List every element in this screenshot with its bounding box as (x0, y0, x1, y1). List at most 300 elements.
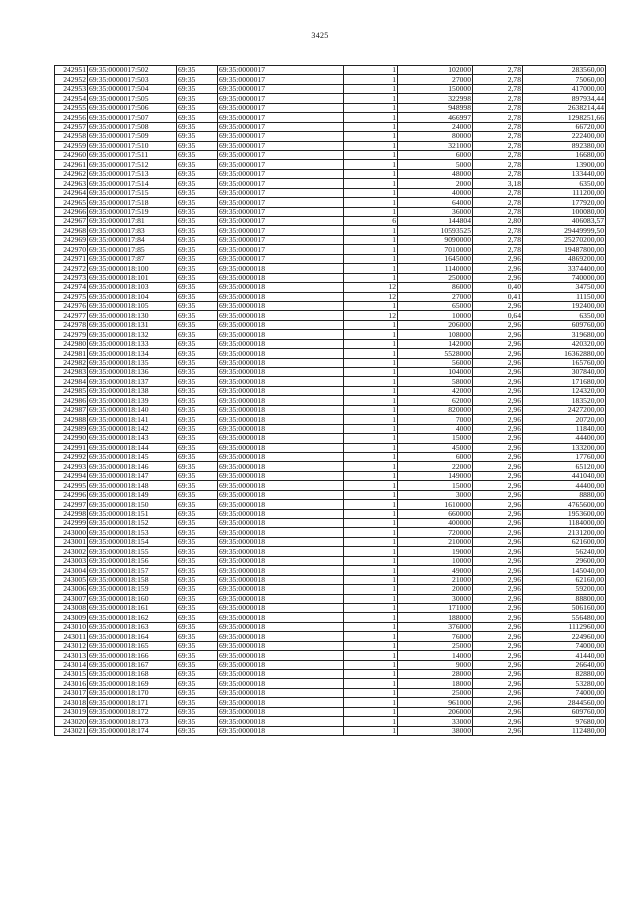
district-code-cell: 69:35 (177, 594, 218, 603)
district-code-cell: 69:35 (177, 707, 218, 716)
row-number-cell: 243019 (55, 707, 88, 716)
area-cell: 5000 (398, 160, 473, 169)
cadastral-value-cell: 19487800,00 (523, 245, 606, 254)
table-row (55, 481, 606, 490)
district-code-cell: 69:35 (177, 717, 218, 726)
row-number-cell: 242999 (55, 519, 88, 528)
category-cell: 1 (344, 320, 398, 329)
cadastral-number-cell: 69:35:0000018:167 (88, 660, 177, 669)
cadastral-value-table (54, 65, 606, 736)
specific-value-cell: 2,96 (473, 528, 523, 537)
specific-value-cell: 2,96 (473, 641, 523, 650)
row-number-cell: 242996 (55, 490, 88, 499)
area-cell: 20000 (398, 585, 473, 594)
cadastral-quarter-cell: 69:35:0000017 (218, 207, 344, 216)
table-row (55, 566, 606, 575)
table-row (55, 301, 606, 310)
area-cell: 466997 (398, 113, 473, 122)
cadastral-value-cell: 3374400,00 (523, 264, 606, 273)
cadastral-quarter-cell: 69:35:0000018 (218, 320, 344, 329)
category-cell: 1 (344, 386, 398, 395)
cadastral-number-cell: 69:35:0000017:502 (88, 66, 177, 75)
table-row (55, 528, 606, 537)
cadastral-number-cell: 69:35:0000018:141 (88, 415, 177, 424)
page-number: 3425 (311, 31, 329, 40)
category-cell: 1 (344, 594, 398, 603)
area-cell: 4000 (398, 424, 473, 433)
row-number-cell: 243015 (55, 670, 88, 679)
row-number-cell: 243004 (55, 566, 88, 575)
area-cell: 10000 (398, 556, 473, 565)
cadastral-number-cell: 69:35:0000017:510 (88, 141, 177, 150)
area-cell: 33000 (398, 717, 473, 726)
row-number-cell: 242956 (55, 113, 88, 122)
cadastral-value-cell: 25270200,00 (523, 235, 606, 244)
row-number-cell: 242980 (55, 339, 88, 348)
district-code-cell: 69:35 (177, 528, 218, 537)
area-cell: 108000 (398, 330, 473, 339)
district-code-cell: 69:35 (177, 415, 218, 424)
area-cell: 206000 (398, 707, 473, 716)
district-code-cell: 69:35 (177, 75, 218, 84)
specific-value-cell: 0,40 (473, 283, 523, 292)
category-cell: 1 (344, 132, 398, 141)
cadastral-quarter-cell: 69:35:0000017 (218, 132, 344, 141)
table-row (55, 547, 606, 556)
specific-value-cell: 2,96 (473, 622, 523, 631)
cadastral-quarter-cell: 69:35:0000017 (218, 226, 344, 235)
cadastral-number-cell: 69:35:0000018:145 (88, 452, 177, 461)
district-code-cell: 69:35 (177, 113, 218, 122)
cadastral-quarter-cell: 69:35:0000018 (218, 301, 344, 310)
area-cell: 250000 (398, 273, 473, 282)
area-cell: 24000 (398, 122, 473, 131)
cadastral-value-cell: 621600,00 (523, 537, 606, 546)
cadastral-value-cell: 2638214,44 (523, 103, 606, 112)
specific-value-cell: 2,96 (473, 405, 523, 414)
area-cell: 21000 (398, 575, 473, 584)
district-code-cell: 69:35 (177, 641, 218, 650)
area-cell: 2000 (398, 179, 473, 188)
cadastral-number-cell: 69:35:0000017:504 (88, 84, 177, 93)
area-cell: 18000 (398, 679, 473, 688)
specific-value-cell: 2,96 (473, 585, 523, 594)
cadastral-value-cell: 82880,00 (523, 670, 606, 679)
district-code-cell: 69:35 (177, 358, 218, 367)
area-cell: 38000 (398, 726, 473, 735)
district-code-cell: 69:35 (177, 603, 218, 612)
district-code-cell: 69:35 (177, 547, 218, 556)
category-cell: 1 (344, 160, 398, 169)
specific-value-cell: 2,96 (473, 396, 523, 405)
district-code-cell: 69:35 (177, 349, 218, 358)
cadastral-value-cell: 100080,00 (523, 207, 606, 216)
row-number-cell: 242983 (55, 368, 88, 377)
cadastral-quarter-cell: 69:35:0000018 (218, 509, 344, 518)
district-code-cell: 69:35 (177, 585, 218, 594)
cadastral-number-cell: 69:35:0000018:152 (88, 519, 177, 528)
category-cell: 1 (344, 113, 398, 122)
district-code-cell: 69:35 (177, 556, 218, 565)
cadastral-number-cell: 69:35:0000018:169 (88, 679, 177, 688)
cadastral-quarter-cell: 69:35:0000017 (218, 217, 344, 226)
category-cell: 1 (344, 330, 398, 339)
table-row (55, 292, 606, 301)
cadastral-number-cell: 69:35:0000018:159 (88, 585, 177, 594)
area-cell: 25000 (398, 688, 473, 697)
district-code-cell: 69:35 (177, 339, 218, 348)
table-row (55, 311, 606, 320)
cadastral-number-cell: 69:35:0000017:514 (88, 179, 177, 188)
cadastral-value-cell: 74000,00 (523, 688, 606, 697)
row-number-cell: 243014 (55, 660, 88, 669)
table-row (55, 585, 606, 594)
category-cell: 1 (344, 84, 398, 93)
table-row (55, 198, 606, 207)
row-number-cell: 242978 (55, 320, 88, 329)
row-number-cell: 242951 (55, 66, 88, 75)
category-cell: 1 (344, 556, 398, 565)
row-number-cell: 242993 (55, 462, 88, 471)
district-code-cell: 69:35 (177, 179, 218, 188)
category-cell: 1 (344, 169, 398, 178)
cadastral-quarter-cell: 69:35:0000017 (218, 160, 344, 169)
district-code-cell: 69:35 (177, 613, 218, 622)
cadastral-value-cell: 4869200,00 (523, 254, 606, 263)
area-cell: 322998 (398, 94, 473, 103)
cadastral-quarter-cell: 69:35:0000018 (218, 330, 344, 339)
category-cell: 1 (344, 707, 398, 716)
cadastral-value-cell: 20720,00 (523, 415, 606, 424)
district-code-cell: 69:35 (177, 311, 218, 320)
cadastral-quarter-cell: 69:35:0000018 (218, 264, 344, 273)
table-row (55, 188, 606, 197)
category-cell: 1 (344, 415, 398, 424)
category-cell: 1 (344, 434, 398, 443)
cadastral-quarter-cell: 69:35:0000018 (218, 377, 344, 386)
cadastral-value-cell: 145040,00 (523, 566, 606, 575)
table-row (55, 207, 606, 216)
cadastral-number-cell: 69:35:0000018:104 (88, 292, 177, 301)
cadastral-quarter-cell: 69:35:0000018 (218, 594, 344, 603)
cadastral-value-cell: 75060,00 (523, 75, 606, 84)
area-cell: 948998 (398, 103, 473, 112)
cadastral-value-cell: 2427200,00 (523, 405, 606, 414)
specific-value-cell: 2,96 (473, 490, 523, 499)
district-code-cell: 69:35 (177, 500, 218, 509)
cadastral-value-cell: 2844560,00 (523, 698, 606, 707)
cadastral-number-cell: 69:35:0000017:85 (88, 245, 177, 254)
category-cell: 1 (344, 94, 398, 103)
table-row (55, 726, 606, 735)
cadastral-quarter-cell: 69:35:0000017 (218, 254, 344, 263)
cadastral-value-cell: 124320,00 (523, 386, 606, 395)
cadastral-number-cell: 69:35:0000018:142 (88, 424, 177, 433)
cadastral-number-cell: 69:35:0000017:509 (88, 132, 177, 141)
cadastral-value-cell: 112480,00 (523, 726, 606, 735)
cadastral-quarter-cell: 69:35:0000018 (218, 462, 344, 471)
cadastral-number-cell: 69:35:0000018:100 (88, 264, 177, 273)
cadastral-number-cell: 69:35:0000017:511 (88, 150, 177, 159)
cadastral-number-cell: 69:35:0000017:81 (88, 217, 177, 226)
area-cell: 80000 (398, 132, 473, 141)
area-cell: 144804 (398, 217, 473, 226)
cadastral-quarter-cell: 69:35:0000018 (218, 651, 344, 660)
row-number-cell: 243012 (55, 641, 88, 650)
cadastral-number-cell: 69:35:0000017:513 (88, 169, 177, 178)
area-cell: 9000 (398, 660, 473, 669)
specific-value-cell: 2,96 (473, 726, 523, 735)
district-code-cell: 69:35 (177, 66, 218, 75)
row-number-cell: 242975 (55, 292, 88, 301)
area-cell: 171000 (398, 603, 473, 612)
cadastral-quarter-cell: 69:35:0000017 (218, 75, 344, 84)
category-cell: 1 (344, 641, 398, 650)
cadastral-value-cell: 609760,00 (523, 320, 606, 329)
specific-value-cell: 2,96 (473, 254, 523, 263)
cadastral-quarter-cell: 69:35:0000018 (218, 566, 344, 575)
row-number-cell: 242991 (55, 443, 88, 452)
cadastral-value-cell: 111200,00 (523, 188, 606, 197)
cadastral-quarter-cell: 69:35:0000018 (218, 349, 344, 358)
area-cell: 400000 (398, 519, 473, 528)
table-row (55, 122, 606, 131)
area-cell: 45000 (398, 443, 473, 452)
category-cell: 1 (344, 575, 398, 584)
row-number-cell: 242969 (55, 235, 88, 244)
specific-value-cell: 2,80 (473, 217, 523, 226)
area-cell: 9090000 (398, 235, 473, 244)
cadastral-value-cell: 441040,00 (523, 471, 606, 480)
row-number-cell: 242981 (55, 349, 88, 358)
cadastral-number-cell: 69:35:0000018:154 (88, 537, 177, 546)
area-cell: 15000 (398, 481, 473, 490)
table-row (55, 405, 606, 414)
area-cell: 27000 (398, 292, 473, 301)
row-number-cell: 242989 (55, 424, 88, 433)
category-cell: 12 (344, 292, 398, 301)
cadastral-quarter-cell: 69:35:0000018 (218, 452, 344, 461)
category-cell: 1 (344, 452, 398, 461)
table-row (55, 132, 606, 141)
cadastral-quarter-cell: 69:35:0000018 (218, 405, 344, 414)
category-cell: 1 (344, 566, 398, 575)
cadastral-quarter-cell: 69:35:0000017 (218, 66, 344, 75)
area-cell: 3000 (398, 490, 473, 499)
row-number-cell: 242974 (55, 283, 88, 292)
specific-value-cell: 2,96 (473, 519, 523, 528)
table-row (55, 660, 606, 669)
cadastral-number-cell: 69:35:0000018:166 (88, 651, 177, 660)
specific-value-cell: 2,96 (473, 613, 523, 622)
category-cell: 1 (344, 122, 398, 131)
cadastral-number-cell: 69:35:0000018:168 (88, 670, 177, 679)
category-cell: 1 (344, 698, 398, 707)
category-cell: 1 (344, 405, 398, 414)
district-code-cell: 69:35 (177, 198, 218, 207)
district-code-cell: 69:35 (177, 330, 218, 339)
cadastral-number-cell: 69:35:0000018:151 (88, 509, 177, 518)
district-code-cell: 69:35 (177, 122, 218, 131)
district-code-cell: 69:35 (177, 226, 218, 235)
specific-value-cell: 2,96 (473, 358, 523, 367)
cadastral-quarter-cell: 69:35:0000018 (218, 556, 344, 565)
category-cell: 1 (344, 613, 398, 622)
district-code-cell: 69:35 (177, 396, 218, 405)
table-row (55, 273, 606, 282)
specific-value-cell: 3,18 (473, 179, 523, 188)
row-number-cell: 242973 (55, 273, 88, 282)
specific-value-cell: 2,96 (473, 547, 523, 556)
table-row (55, 368, 606, 377)
specific-value-cell: 2,96 (473, 594, 523, 603)
category-cell: 1 (344, 349, 398, 358)
specific-value-cell: 2,96 (473, 273, 523, 282)
category-cell: 1 (344, 660, 398, 669)
specific-value-cell: 0,41 (473, 292, 523, 301)
district-code-cell: 69:35 (177, 264, 218, 273)
area-cell: 49000 (398, 566, 473, 575)
specific-value-cell: 2,96 (473, 481, 523, 490)
category-cell: 1 (344, 490, 398, 499)
cadastral-number-cell: 69:35:0000018:163 (88, 622, 177, 631)
specific-value-cell: 2,96 (473, 688, 523, 697)
cadastral-number-cell: 69:35:0000017:505 (88, 94, 177, 103)
cadastral-number-cell: 69:35:0000018:143 (88, 434, 177, 443)
row-number-cell: 243003 (55, 556, 88, 565)
category-cell: 1 (344, 651, 398, 660)
category-cell: 1 (344, 273, 398, 282)
category-cell: 1 (344, 198, 398, 207)
category-cell: 1 (344, 179, 398, 188)
cadastral-number-cell: 69:35:0000018:134 (88, 349, 177, 358)
row-number-cell: 242962 (55, 169, 88, 178)
row-number-cell: 242955 (55, 103, 88, 112)
area-cell: 64000 (398, 198, 473, 207)
specific-value-cell: 2,78 (473, 169, 523, 178)
cadastral-number-cell: 69:35:0000018:133 (88, 339, 177, 348)
district-code-cell: 69:35 (177, 320, 218, 329)
cadastral-quarter-cell: 69:35:0000017 (218, 169, 344, 178)
district-code-cell: 69:35 (177, 424, 218, 433)
specific-value-cell: 2,96 (473, 575, 523, 584)
table-row (55, 264, 606, 273)
row-number-cell: 242965 (55, 198, 88, 207)
district-code-cell: 69:35 (177, 169, 218, 178)
area-cell: 62000 (398, 396, 473, 405)
specific-value-cell: 2,78 (473, 103, 523, 112)
district-code-cell: 69:35 (177, 651, 218, 660)
area-cell: 48000 (398, 169, 473, 178)
cadastral-value-cell: 283560,00 (523, 66, 606, 75)
category-cell: 1 (344, 188, 398, 197)
cadastral-quarter-cell: 69:35:0000018 (218, 396, 344, 405)
table-row (55, 500, 606, 509)
table-row (55, 320, 606, 329)
category-cell: 1 (344, 679, 398, 688)
cadastral-number-cell: 69:35:0000018:161 (88, 603, 177, 612)
cadastral-quarter-cell: 69:35:0000018 (218, 471, 344, 480)
cadastral-value-cell: 16362880,00 (523, 349, 606, 358)
district-code-cell: 69:35 (177, 566, 218, 575)
specific-value-cell: 2,96 (473, 443, 523, 452)
area-cell: 7000 (398, 415, 473, 424)
row-number-cell: 242954 (55, 94, 88, 103)
table-row (55, 160, 606, 169)
cadastral-quarter-cell: 69:35:0000018 (218, 585, 344, 594)
table-row (55, 75, 606, 84)
specific-value-cell: 2,96 (473, 339, 523, 348)
cadastral-value-cell: 11840,00 (523, 424, 606, 433)
cadastral-value-cell: 26640,00 (523, 660, 606, 669)
area-cell: 660000 (398, 509, 473, 518)
cadastral-quarter-cell: 69:35:0000017 (218, 179, 344, 188)
table-row (55, 113, 606, 122)
row-number-cell: 242964 (55, 188, 88, 197)
row-number-cell: 243007 (55, 594, 88, 603)
area-cell: 206000 (398, 320, 473, 329)
area-cell: 188000 (398, 613, 473, 622)
category-cell: 12 (344, 283, 398, 292)
row-number-cell: 242998 (55, 509, 88, 518)
table-body (55, 66, 606, 736)
row-number-cell: 242960 (55, 150, 88, 159)
row-number-cell: 243005 (55, 575, 88, 584)
specific-value-cell: 2,96 (473, 377, 523, 386)
specific-value-cell: 2,96 (473, 679, 523, 688)
cadastral-quarter-cell: 69:35:0000018 (218, 490, 344, 499)
district-code-cell: 69:35 (177, 481, 218, 490)
category-cell: 1 (344, 207, 398, 216)
cadastral-number-cell: 69:35:0000018:137 (88, 377, 177, 386)
row-number-cell: 242967 (55, 217, 88, 226)
area-cell: 6000 (398, 150, 473, 159)
cadastral-number-cell: 69:35:0000018:140 (88, 405, 177, 414)
area-cell: 40000 (398, 188, 473, 197)
specific-value-cell: 2,96 (473, 301, 523, 310)
cadastral-quarter-cell: 69:35:0000017 (218, 198, 344, 207)
cadastral-quarter-cell: 69:35:0000018 (218, 339, 344, 348)
specific-value-cell: 2,96 (473, 349, 523, 358)
specific-value-cell: 2,96 (473, 500, 523, 509)
area-cell: 42000 (398, 386, 473, 395)
category-cell: 1 (344, 726, 398, 735)
cadastral-value-cell: 97680,00 (523, 717, 606, 726)
specific-value-cell: 2,96 (473, 556, 523, 565)
category-cell: 1 (344, 235, 398, 244)
cadastral-number-cell: 69:35:0000018:147 (88, 471, 177, 480)
cadastral-number-cell: 69:35:0000018:160 (88, 594, 177, 603)
cadastral-quarter-cell: 69:35:0000018 (218, 670, 344, 679)
cadastral-quarter-cell: 69:35:0000018 (218, 481, 344, 490)
category-cell: 1 (344, 670, 398, 679)
district-code-cell: 69:35 (177, 217, 218, 226)
district-code-cell: 69:35 (177, 141, 218, 150)
specific-value-cell: 2,96 (473, 368, 523, 377)
cadastral-number-cell: 69:35:0000018:146 (88, 462, 177, 471)
specific-value-cell: 2,78 (473, 207, 523, 216)
district-code-cell: 69:35 (177, 405, 218, 414)
row-number-cell: 242968 (55, 226, 88, 235)
category-cell: 1 (344, 585, 398, 594)
cadastral-value-cell: 53280,00 (523, 679, 606, 688)
cadastral-number-cell: 69:35:0000018:144 (88, 443, 177, 452)
category-cell: 1 (344, 141, 398, 150)
row-number-cell: 243021 (55, 726, 88, 735)
cadastral-number-cell: 69:35:0000018:149 (88, 490, 177, 499)
specific-value-cell: 2,78 (473, 75, 523, 84)
cadastral-quarter-cell: 69:35:0000018 (218, 660, 344, 669)
